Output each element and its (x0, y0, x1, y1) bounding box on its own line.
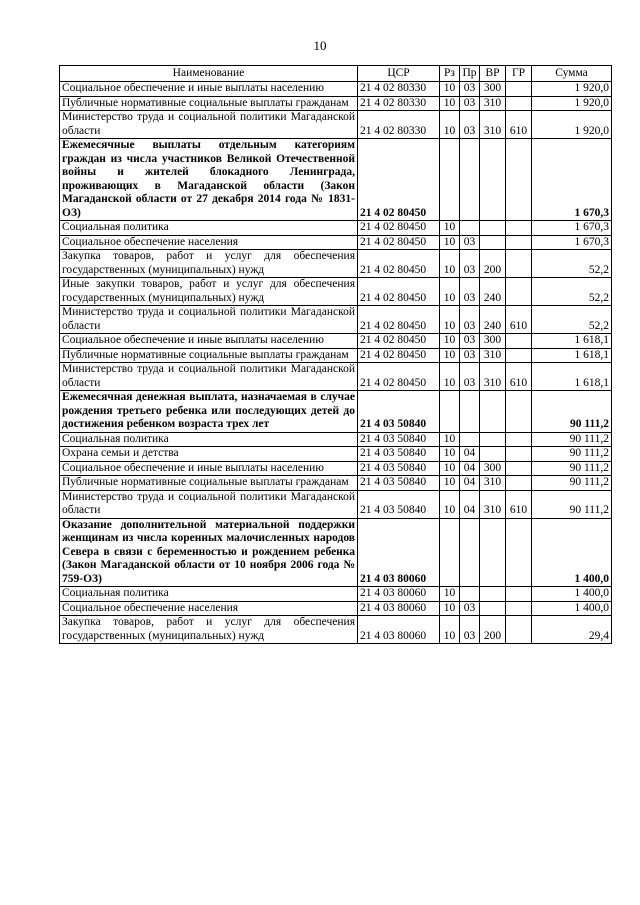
cell-vr: 300 (480, 334, 506, 349)
cell-pr: 04 (460, 447, 480, 462)
cell-sum: 52,2 (532, 306, 612, 334)
table-row (60, 278, 612, 306)
cell-csr: 21 4 02 80330 (358, 82, 440, 97)
cell-vr (480, 447, 506, 462)
cell-vr (480, 235, 506, 250)
cell-csr: 21 4 02 80450 (358, 139, 440, 221)
cell-pr: 03 (460, 306, 480, 334)
cell-csr: 21 4 02 80450 (358, 221, 440, 236)
cell-csr: 21 4 02 80330 (358, 111, 440, 139)
table-row (60, 461, 612, 476)
cell-name: Социальная политика (60, 221, 358, 236)
cell-gr (506, 235, 532, 250)
cell-rz: 10 (440, 476, 460, 491)
table-row (60, 363, 612, 391)
cell-gr (506, 616, 532, 644)
cell-pr: 03 (460, 616, 480, 644)
cell-gr: 610 (506, 490, 532, 518)
cell-name: Социальное обеспечение населения (60, 601, 358, 616)
cell-vr (480, 221, 506, 236)
cell-gr (506, 278, 532, 306)
cell-sum: 52,2 (532, 278, 612, 306)
cell-vr: 310 (480, 111, 506, 139)
header-vr: ВР (480, 66, 506, 82)
cell-name: Социальная политика (60, 587, 358, 602)
cell-pr (460, 221, 480, 236)
cell-rz: 10 (440, 306, 460, 334)
cell-rz: 10 (440, 363, 460, 391)
cell-pr (460, 432, 480, 447)
table-row (60, 235, 612, 250)
cell-gr (506, 250, 532, 278)
table-row (60, 221, 612, 236)
cell-name: Министерство труда и социальной политики Магаданской области (60, 490, 358, 518)
cell-rz: 10 (440, 96, 460, 111)
cell-gr (506, 518, 532, 587)
cell-vr (480, 601, 506, 616)
cell-csr: 21 4 02 80450 (358, 235, 440, 250)
cell-vr: 240 (480, 306, 506, 334)
cell-pr: 03 (460, 363, 480, 391)
cell-gr (506, 391, 532, 433)
cell-csr: 21 4 03 50840 (358, 391, 440, 433)
table-row (60, 306, 612, 334)
cell-vr (480, 139, 506, 221)
cell-vr: 200 (480, 616, 506, 644)
cell-pr: 03 (460, 334, 480, 349)
cell-csr: 21 4 03 50840 (358, 476, 440, 491)
cell-name: Публичные нормативные социальные выплаты гражданам (60, 348, 358, 363)
table-row (60, 518, 612, 587)
cell-name: Публичные нормативные социальные выплаты гражданам (60, 476, 358, 491)
table-row (60, 139, 612, 221)
cell-name: Министерство труда и социальной политики Магаданской области (60, 306, 358, 334)
cell-pr: 03 (460, 82, 480, 97)
cell-rz: 10 (440, 82, 460, 97)
header-pr: Пр (460, 66, 480, 82)
cell-gr: 610 (506, 363, 532, 391)
cell-sum: 1 920,0 (532, 111, 612, 139)
cell-name: Иные закупки товаров, работ и услуг для обеспечения государственных (муниципальных) нужд (60, 278, 358, 306)
cell-name: Министерство труда и социальной политики Магаданской области (60, 111, 358, 139)
cell-name: Социальное обеспечение населения (60, 235, 358, 250)
table-row (60, 447, 612, 462)
cell-sum: 1 618,1 (532, 334, 612, 349)
header-csr: ЦСР (358, 66, 440, 82)
header-name: Наименование (60, 66, 358, 82)
cell-name: Ежемесячные выплаты отдельным категориям граждан из числа участников Великой Отечественной войны и жителей блокадного Ленинграда, проживающих в Магаданской области (Закон Магаданской области от 27 декабря 2014 года № 1831-ОЗ) (60, 139, 358, 221)
cell-rz: 10 (440, 250, 460, 278)
cell-csr: 21 4 02 80450 (358, 334, 440, 349)
cell-vr (480, 432, 506, 447)
cell-sum: 29,4 (532, 616, 612, 644)
cell-gr (506, 82, 532, 97)
cell-sum: 1 670,3 (532, 235, 612, 250)
table-row (60, 490, 612, 518)
table-row (60, 96, 612, 111)
cell-gr (506, 96, 532, 111)
cell-pr (460, 391, 480, 433)
cell-rz (440, 518, 460, 587)
cell-pr: 04 (460, 476, 480, 491)
budget-table (59, 65, 612, 644)
header-sum: Сумма (532, 66, 612, 82)
cell-gr (506, 348, 532, 363)
cell-pr: 03 (460, 111, 480, 139)
table-row (60, 334, 612, 349)
cell-pr: 03 (460, 250, 480, 278)
cell-sum: 90 111,2 (532, 447, 612, 462)
cell-csr: 21 4 03 80060 (358, 518, 440, 587)
table-row (60, 82, 612, 97)
cell-pr: 04 (460, 490, 480, 518)
cell-csr: 21 4 02 80450 (358, 306, 440, 334)
cell-sum: 90 111,2 (532, 490, 612, 518)
cell-rz: 10 (440, 334, 460, 349)
cell-csr: 21 4 02 80450 (358, 363, 440, 391)
cell-sum: 1 670,3 (532, 139, 612, 221)
cell-name: Министерство труда и социальной политики Магаданской области (60, 363, 358, 391)
cell-rz: 10 (440, 432, 460, 447)
table-header-row (60, 66, 612, 82)
cell-csr: 21 4 03 50840 (358, 461, 440, 476)
cell-gr (506, 432, 532, 447)
cell-vr (480, 587, 506, 602)
cell-sum: 90 111,2 (532, 391, 612, 433)
table-row (60, 587, 612, 602)
cell-sum: 1 618,1 (532, 363, 612, 391)
cell-rz (440, 139, 460, 221)
table-row (60, 476, 612, 491)
cell-rz: 10 (440, 587, 460, 602)
table-row (60, 601, 612, 616)
cell-vr (480, 518, 506, 587)
cell-csr: 21 4 03 50840 (358, 432, 440, 447)
cell-name: Оказание дополнительной материальной поддержки женщинам из числа коренных малочисленных народов Севера в связи с беременностью и рождением ребенка (Закон Магаданской области от 10 ноября 2006 года № 759-ОЗ) (60, 518, 358, 587)
cell-pr (460, 587, 480, 602)
cell-rz: 10 (440, 490, 460, 518)
table-row (60, 391, 612, 433)
cell-csr: 21 4 02 80450 (358, 348, 440, 363)
cell-rz: 10 (440, 111, 460, 139)
cell-rz: 10 (440, 221, 460, 236)
cell-sum: 90 111,2 (532, 476, 612, 491)
cell-vr: 300 (480, 82, 506, 97)
cell-vr: 310 (480, 96, 506, 111)
cell-sum: 90 111,2 (532, 461, 612, 476)
cell-name: Закупка товаров, работ и услуг для обеспечения государственных (муниципальных) нужд (60, 250, 358, 278)
cell-rz: 10 (440, 447, 460, 462)
header-gr: ГР (506, 66, 532, 82)
cell-vr: 310 (480, 476, 506, 491)
cell-name: Социальное обеспечение и иные выплаты населению (60, 82, 358, 97)
cell-name: Закупка товаров, работ и услуг для обеспечения государственных (муниципальных) нужд (60, 616, 358, 644)
page-number: 10 (313, 38, 327, 53)
cell-gr (506, 221, 532, 236)
cell-pr: 03 (460, 235, 480, 250)
cell-gr (506, 334, 532, 349)
cell-pr: 03 (460, 348, 480, 363)
cell-sum: 1 920,0 (532, 82, 612, 97)
cell-pr (460, 518, 480, 587)
cell-csr: 21 4 03 50840 (358, 447, 440, 462)
cell-gr: 610 (506, 111, 532, 139)
table-row (60, 250, 612, 278)
table-row (60, 111, 612, 139)
cell-gr (506, 447, 532, 462)
cell-gr (506, 461, 532, 476)
cell-csr: 21 4 03 80060 (358, 616, 440, 644)
cell-name: Социальное обеспечение и иные выплаты населению (60, 334, 358, 349)
cell-csr: 21 4 02 80330 (358, 96, 440, 111)
cell-rz: 10 (440, 461, 460, 476)
cell-pr: 03 (460, 278, 480, 306)
cell-rz (440, 391, 460, 433)
cell-name: Охрана семьи и детства (60, 447, 358, 462)
cell-gr (506, 587, 532, 602)
cell-pr: 03 (460, 601, 480, 616)
cell-vr: 310 (480, 348, 506, 363)
cell-vr: 240 (480, 278, 506, 306)
cell-sum: 1 670,3 (532, 221, 612, 236)
cell-csr: 21 4 03 80060 (358, 587, 440, 602)
cell-sum: 1 400,0 (532, 518, 612, 587)
cell-csr: 21 4 02 80450 (358, 278, 440, 306)
cell-csr: 21 4 02 80450 (358, 250, 440, 278)
cell-sum: 1 618,1 (532, 348, 612, 363)
cell-gr (506, 476, 532, 491)
cell-gr: 610 (506, 306, 532, 334)
cell-sum: 1 920,0 (532, 96, 612, 111)
table-row (60, 616, 612, 644)
cell-pr: 04 (460, 461, 480, 476)
cell-vr: 200 (480, 250, 506, 278)
cell-pr: 03 (460, 96, 480, 111)
cell-sum: 90 111,2 (532, 432, 612, 447)
cell-name: Ежемесячная денежная выплата, назначаемая в случае рождения третьего ребенка или последующих детей до достижения ребенком возраста трех лет (60, 391, 358, 433)
cell-name: Социальная политика (60, 432, 358, 447)
cell-sum: 1 400,0 (532, 587, 612, 602)
cell-vr: 310 (480, 490, 506, 518)
cell-gr (506, 601, 532, 616)
cell-gr (506, 139, 532, 221)
cell-vr: 300 (480, 461, 506, 476)
cell-rz: 10 (440, 616, 460, 644)
cell-rz: 10 (440, 235, 460, 250)
cell-rz: 10 (440, 278, 460, 306)
table-row (60, 348, 612, 363)
header-rz: Рз (440, 66, 460, 82)
cell-rz: 10 (440, 348, 460, 363)
table-body (60, 82, 612, 644)
table-row (60, 432, 612, 447)
cell-rz: 10 (440, 601, 460, 616)
cell-sum: 1 400,0 (532, 601, 612, 616)
cell-name: Публичные нормативные социальные выплаты гражданам (60, 96, 358, 111)
cell-pr (460, 139, 480, 221)
cell-vr: 310 (480, 363, 506, 391)
cell-csr: 21 4 03 50840 (358, 490, 440, 518)
cell-csr: 21 4 03 80060 (358, 601, 440, 616)
cell-sum: 52,2 (532, 250, 612, 278)
cell-vr (480, 391, 506, 433)
cell-name: Социальное обеспечение и иные выплаты населению (60, 461, 358, 476)
